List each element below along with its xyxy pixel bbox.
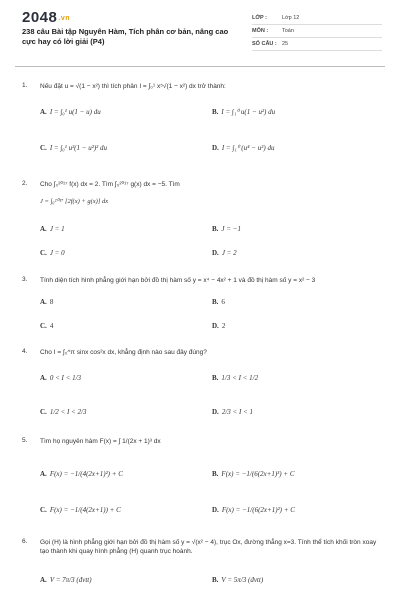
option-text: J = 1: [49, 225, 65, 233]
option-label: A.: [40, 108, 47, 116]
meta-table: [252, 12, 382, 51]
question-6: [22, 538, 382, 556]
option-c[interactable]: [40, 506, 200, 514]
document-title: 238 câu Bài tập Nguyên Hàm, Tích phân cơ bản, nâng cao cực hay có lời giải (P4): [22, 27, 229, 46]
option-d[interactable]: [212, 322, 372, 330]
question-text: Nếu đặt u = √(1 − x²) thì tích phân I = ∫₀¹ x⁵√(1 − x²) dx trở thành:: [40, 83, 226, 90]
option-b[interactable]: [212, 470, 372, 478]
option-d[interactable]: [212, 506, 372, 514]
option-c[interactable]: [40, 144, 200, 152]
option-c[interactable]: [40, 408, 200, 416]
option-text: V = 5π/3 (đvtt): [221, 576, 264, 584]
option-a[interactable]: [40, 225, 200, 233]
option-a[interactable]: [40, 576, 200, 584]
option-label: A.: [40, 298, 47, 306]
page-header: [0, 0, 400, 62]
meta-value: Lớp 12: [282, 15, 300, 21]
meta-row-subject: [252, 25, 382, 38]
option-text: F(x) = −1/(6(2x+1)²) + C: [221, 506, 295, 514]
meta-label: SỐ CÂU :: [252, 41, 277, 47]
option-text: J = −1: [221, 225, 241, 233]
question-number: 4.: [22, 348, 28, 355]
meta-row-class: [252, 12, 382, 25]
option-b[interactable]: [212, 225, 372, 233]
meta-label: LỚP :: [252, 15, 267, 21]
option-label: D.: [212, 249, 219, 257]
option-label: D.: [212, 408, 219, 416]
option-label: C.: [40, 506, 47, 514]
option-text: F(x) = −1/(6(2x+1)³) + C: [221, 470, 295, 478]
question-text: Cho I = ∫₀^π sinx cos²x dx, khẳng định nào sau đây đúng?: [40, 349, 207, 356]
option-a[interactable]: [40, 108, 200, 116]
option-text: 1/3 < I < 1/2: [221, 374, 259, 382]
option-text: J = 2: [221, 249, 237, 257]
option-label: D.: [212, 322, 219, 330]
site-logo[interactable]: [22, 9, 70, 26]
logo-suffix: .vn: [58, 14, 70, 22]
option-c[interactable]: [40, 322, 200, 330]
question-2: [22, 180, 382, 205]
option-label: A.: [40, 576, 47, 584]
option-b[interactable]: [212, 374, 372, 382]
option-text: I = ∫₀¹ u(1 − u) du: [49, 108, 101, 116]
option-b[interactable]: [212, 576, 372, 584]
option-label: B.: [212, 298, 219, 306]
option-label: C.: [40, 408, 47, 416]
option-label: C.: [40, 249, 47, 257]
option-text: F(x) = −1/(4(2x+1)) + C: [49, 506, 121, 514]
option-label: B.: [212, 108, 219, 116]
option-a[interactable]: [40, 374, 200, 382]
option-label: B.: [212, 470, 219, 478]
option-d[interactable]: [212, 408, 372, 416]
question-number: 2.: [22, 180, 28, 187]
option-text: F(x) = −1/(4(2x+1)²) + C: [49, 470, 123, 478]
option-text: V = 7π/3 (đvtt): [49, 576, 92, 584]
question-3: [22, 276, 382, 285]
option-a[interactable]: [40, 470, 200, 478]
question-text: Tính diện tích hình phẳng giới hạn bởi đồ thị hàm số y = x⁴ − 4x² + 1 và đồ thị hàm số y = x² − 3: [40, 277, 316, 284]
question-text: Tìm họ nguyên hàm F(x) = ∫ 1/(2x + 1)³ dx: [40, 438, 161, 445]
option-label: A.: [40, 470, 47, 478]
question-number: 3.: [22, 276, 28, 283]
question-1: [22, 82, 382, 91]
option-text: 2/3 < I < 1: [221, 408, 254, 416]
option-text: 0 < I < 1/3: [49, 374, 82, 382]
option-label: A.: [40, 225, 47, 233]
meta-value: 25: [282, 41, 289, 47]
option-text: I = ∫₀¹ u²(1 − u²)² du: [49, 144, 107, 152]
header-divider: [15, 66, 385, 67]
question-number: 6.: [22, 538, 28, 545]
question-text: Gọi (H) là hình phẳng giới hạn bởi đồ thị hàm số y = √(x² − 4), trục Ox, đường thẳng x=3. Tính thể tích khối tròn xoay tạo thành khi quay hình phẳng (H) quanh trục hoành.: [40, 539, 377, 555]
option-label: B.: [212, 576, 219, 584]
option-label: D.: [212, 144, 219, 152]
option-a[interactable]: [40, 298, 200, 306]
option-label: A.: [40, 374, 47, 382]
option-text: 2: [221, 322, 226, 330]
meta-row-count: [252, 38, 382, 51]
question-text-formula: J = ∫₀²⁰¹⁷ [2f(x) + g(x)] dx: [40, 198, 109, 205]
meta-label: MÔN :: [252, 28, 269, 34]
option-label: C.: [40, 322, 47, 330]
option-d[interactable]: [212, 144, 372, 152]
option-d[interactable]: [212, 249, 372, 257]
option-text: 4: [49, 322, 54, 330]
meta-value: Toán: [282, 28, 294, 34]
logo-text: 2048: [22, 9, 58, 26]
question-number: 5.: [22, 437, 28, 444]
option-b[interactable]: [212, 108, 372, 116]
option-text: J = 0: [49, 249, 65, 257]
option-text: I = ∫₁⁰ (u⁴ − u²) du: [221, 144, 275, 152]
option-text: 1/2 < I < 2/3: [49, 408, 87, 416]
option-label: B.: [212, 374, 219, 382]
question-4: [22, 348, 382, 357]
option-label: C.: [40, 144, 47, 152]
option-text: 6: [221, 298, 225, 306]
option-label: B.: [212, 225, 219, 233]
option-c[interactable]: [40, 249, 200, 257]
question-text: Cho ∫₀²⁰¹⁷ f(x) dx = 2. Tìm ∫₀²⁰¹⁷ g(x) dx = −5. Tìm: [40, 181, 180, 188]
question-5: [22, 437, 382, 446]
option-label: D.: [212, 506, 219, 514]
option-b[interactable]: [212, 298, 372, 306]
option-text: I = ∫₁⁰ u(1 − u²) du: [221, 108, 276, 116]
option-text: 8: [49, 298, 54, 306]
question-number: 1.: [22, 82, 28, 89]
